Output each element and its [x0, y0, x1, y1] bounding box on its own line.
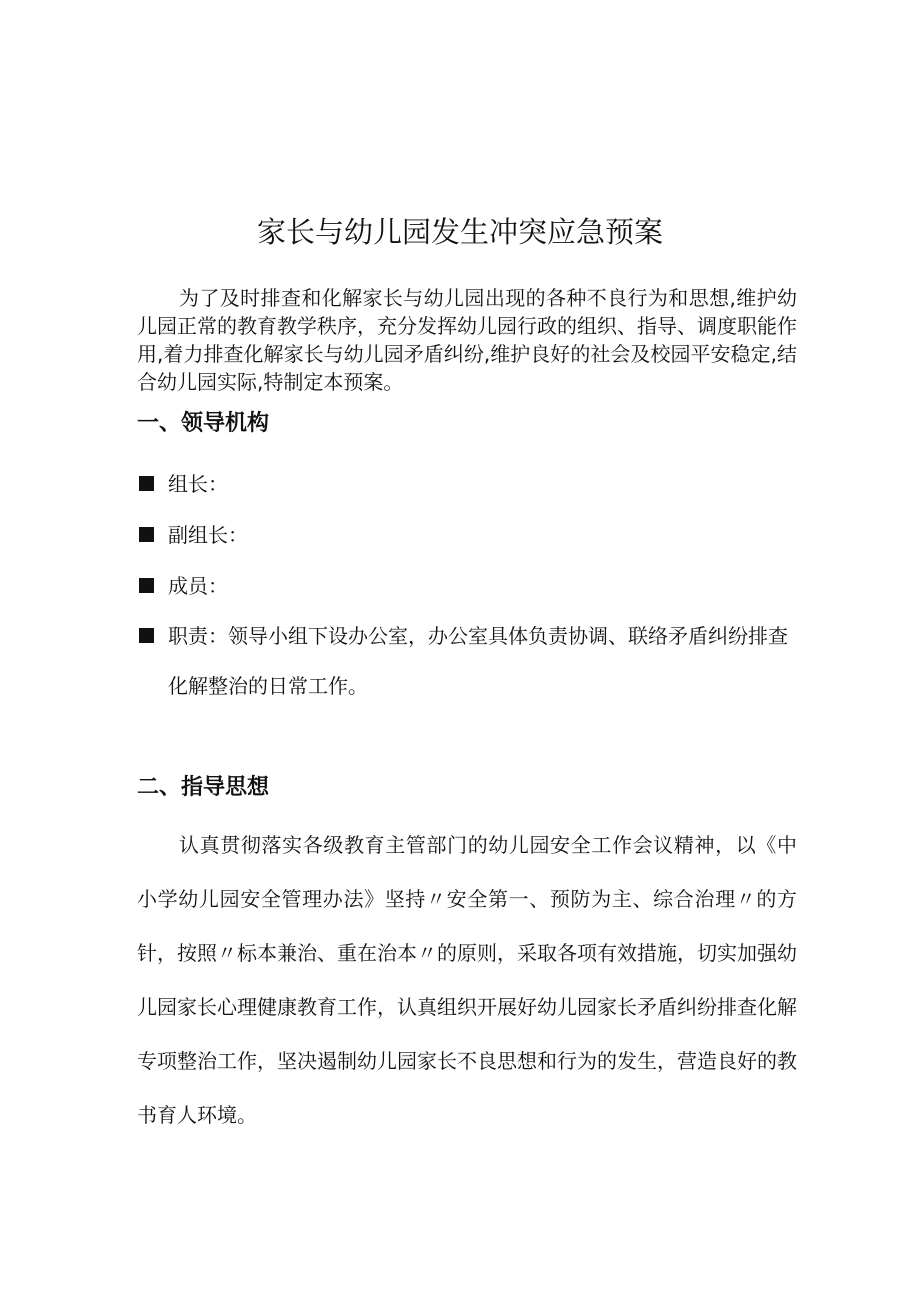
list-item-text: 副组长： — [168, 523, 248, 547]
guiding-ideology-paragraph: 认真贯彻落实各级教育主管部门的幼儿园安全工作会议精神，以《中小学幼儿园安全管理办法》坚持〃安全第一、预防为主、综合治理〃的方针，按照〃标本兼治、重在治本〃的原则，采取各项有效措施，切实加强幼儿园家长心理健康教育工作，认真组织开展好幼儿园家长矛盾纠纷排查化解专项整治工作，坚决遏制幼儿园家长不良思想和行为的发生，营造良好的教书育人环境。 — [137, 833, 797, 1127]
list-item-text: 成员： — [168, 574, 228, 598]
list-item-leader — [137, 459, 802, 509]
list-item-text: 职责：领导小组下设办公室，办公室具体负责协调、联络矛盾纠纷排查化解整治的日常工作。 — [168, 624, 788, 698]
square-bullet-icon — [139, 628, 154, 643]
square-bullet-icon — [139, 527, 154, 542]
square-bullet-icon — [139, 476, 154, 491]
list-item-duties — [137, 611, 802, 711]
list-item-members — [137, 561, 802, 611]
square-bullet-icon — [139, 578, 154, 593]
list-item-text: 组长： — [168, 472, 228, 496]
document-title: 家长与幼儿园发生冲突应急预案 — [256, 215, 663, 249]
intro-paragraph: 为了及时排查和化解家长与幼儿园出现的各种不良行为和思想,维护幼儿园正常的教育教学秩序，充分发挥幼儿园行政的组织、指导、调度职能作用,着力排查化解家长与幼儿园矛盾纠纷,维护良好的社会及校园平安稳定,结合幼儿园实际,特制定本预案。 — [137, 286, 797, 394]
section-heading-guiding-ideology: 二、指导思想 — [137, 775, 270, 800]
list-item-deputy-leader — [137, 510, 802, 560]
section-heading-leadership: 一、领导机构 — [137, 411, 270, 436]
